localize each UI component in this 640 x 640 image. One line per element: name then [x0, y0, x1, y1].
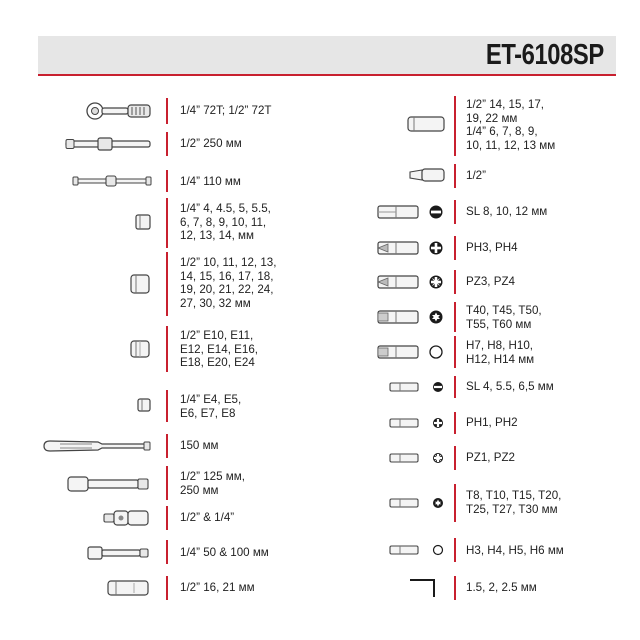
right-item-divider [454, 164, 456, 188]
extension-bar-half-icon [64, 474, 154, 494]
right-item-label: PZ1, PZ2 [466, 451, 515, 464]
right-item-label: SL 8, 10, 12 мм [466, 205, 548, 218]
right-item-divider [454, 484, 456, 522]
right-item-divider [454, 236, 456, 260]
t-bar-small-icon [70, 174, 154, 188]
universal-joint-icon [100, 508, 154, 528]
right-item-label: PZ3, PZ4 [466, 275, 515, 288]
left-item-label: 1/4” 4, 4.5, 5, 5.5, 6, 7, 8, 9, 10, 11, 12, 13, 14, мм [180, 202, 271, 242]
ratchet-handle-icon [84, 100, 154, 122]
right-item-divider [454, 412, 456, 434]
left-item-divider [166, 506, 168, 530]
left-item-label: 1/2” 10, 11, 12, 13, 14, 15, 16, 17, 18, 19, 20, 21, 22, 24, 27, 30, 32 мм [180, 256, 277, 310]
right-item-label: SL 4, 5.5, 6,5 мм [466, 380, 554, 393]
right-item-divider [454, 96, 456, 156]
right-item-label: PH1, PH2 [466, 416, 518, 429]
slotted-bit-icon [372, 202, 448, 222]
hex-bit-small-icon [384, 541, 448, 559]
right-item-divider [454, 576, 456, 600]
spark-plug-socket-icon [104, 578, 154, 598]
left-item-divider [166, 98, 168, 124]
hex-bit-icon [372, 342, 448, 362]
left-item-label: 1/2” & 1/4” [180, 511, 235, 524]
left-item-divider [166, 466, 168, 500]
socket-quarter-icon [130, 212, 154, 232]
right-item-label: 1/2” 14, 15, 17, 19, 22 мм 1/4” 6, 7, 8, 9, 10, 11, 12, 13 мм [466, 98, 556, 152]
left-item-divider [166, 390, 168, 422]
left-item-divider [166, 252, 168, 316]
torx-bit-icon [372, 307, 448, 327]
phillips-bit-icon [372, 238, 448, 258]
right-item-label: 1.5, 2, 2.5 мм [466, 581, 537, 594]
left-item-divider [166, 132, 168, 156]
left-item-label: 150 мм [180, 439, 219, 452]
left-item-divider [166, 434, 168, 458]
left-item-label: 1/4” 50 & 100 мм [180, 546, 269, 559]
right-item-label: H7, H8, H10, H12, H14 мм [466, 339, 535, 366]
left-item-label: 1/4” 110 мм [180, 175, 241, 188]
e-torx-socket-quarter-icon [132, 396, 154, 414]
t-bar-large-icon [62, 136, 154, 152]
phillips-bit-small-icon [384, 414, 448, 432]
right-item-divider [454, 446, 456, 470]
right-item-divider [454, 376, 456, 398]
left-item-divider [166, 540, 168, 564]
bit-adapter-icon [404, 166, 448, 184]
right-item-label: PH3, PH4 [466, 241, 518, 254]
left-item-divider [166, 198, 168, 248]
model-title: ET-6108SP [486, 39, 604, 71]
pozidriv-bit-small-icon [384, 449, 448, 467]
right-item-divider [454, 538, 456, 562]
extension-bar-quarter-icon [84, 544, 154, 562]
right-item-divider [454, 302, 456, 332]
torx-bit-small-icon [384, 494, 448, 512]
left-item-label: 1/2” E10, E11, E12, E14, E16, E18, E20, E24 [180, 329, 258, 369]
pozidriv-bit-icon [372, 272, 448, 292]
deep-socket-icon [400, 114, 448, 134]
left-item-divider [166, 326, 168, 372]
right-item-label: T8, T10, T15, T20, T25, T27, T30 мм [466, 489, 562, 516]
left-item-label: 1/4” E4, E5, E6, E7, E8 [180, 393, 242, 420]
left-item-label: 1/4” 72T; 1/2” 72T [180, 104, 272, 117]
left-item-label: 1/2” 125 мм, 250 мм [180, 470, 245, 497]
left-item-label: 1/2” 16, 21 мм [180, 581, 255, 594]
right-item-divider [454, 200, 456, 224]
left-item-divider [166, 576, 168, 600]
e-torx-socket-half-icon [124, 338, 154, 360]
left-item-divider [166, 170, 168, 192]
slotted-bit-small-icon [384, 378, 448, 396]
spinner-handle-icon [40, 438, 154, 454]
right-item-label: T40, T45, T50, T55, T60 мм [466, 304, 542, 331]
right-item-divider [454, 270, 456, 294]
left-item-label: 1/2” 250 мм [180, 137, 242, 150]
hex-key-icon [404, 576, 448, 600]
right-item-label: 1/2” [466, 169, 486, 182]
right-item-divider [454, 336, 456, 368]
socket-half-icon [124, 272, 154, 296]
right-item-label: H3, H4, H5, H6 мм [466, 544, 564, 557]
